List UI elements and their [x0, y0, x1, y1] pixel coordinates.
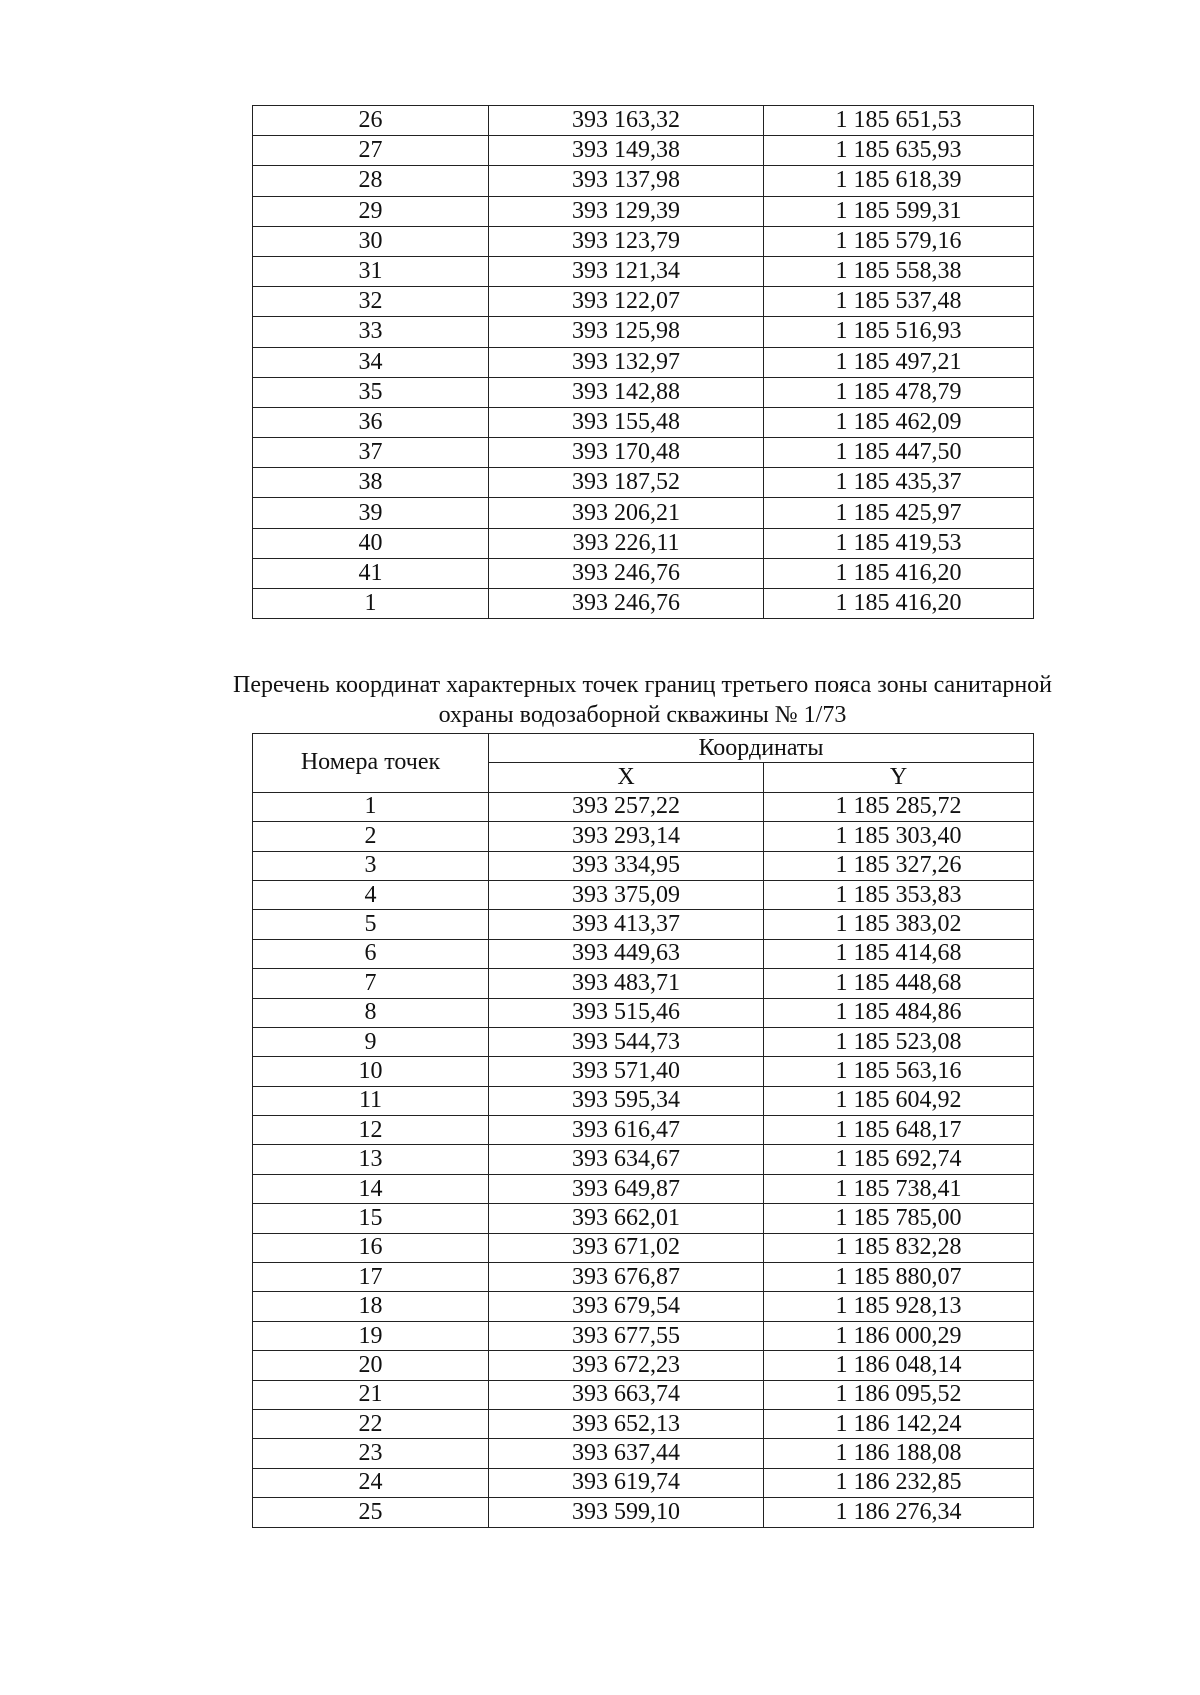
table-row [253, 851, 1034, 880]
point-number-cell: 31 [253, 256, 489, 286]
point-number-cell: 29 [253, 196, 489, 226]
y-coordinate-cell: 1 185 447,50 [764, 438, 1034, 468]
table-row [253, 998, 1034, 1027]
coordinates-table-third-zone [252, 733, 1034, 1528]
x-coordinate-cell: 393 449,63 [489, 939, 764, 968]
y-coordinate-cell: 1 185 537,48 [764, 287, 1034, 317]
x-coordinate-cell: 393 163,32 [489, 106, 764, 136]
x-coordinate-cell: 393 226,11 [489, 528, 764, 558]
table-row [253, 498, 1034, 528]
table-row [253, 1351, 1034, 1380]
y-coordinate-cell: 1 185 425,97 [764, 498, 1034, 528]
table-header [253, 734, 1034, 793]
point-number-cell: 19 [253, 1321, 489, 1350]
point-number-cell: 12 [253, 1116, 489, 1145]
y-coordinate-cell: 1 185 285,72 [764, 792, 1034, 821]
x-coordinate-cell: 393 677,55 [489, 1321, 764, 1350]
table-row [253, 1057, 1034, 1086]
header-y: Y [764, 763, 1034, 792]
y-coordinate-cell: 1 185 738,41 [764, 1174, 1034, 1203]
point-number-cell: 26 [253, 106, 489, 136]
table-row [253, 880, 1034, 909]
x-coordinate-cell: 393 652,13 [489, 1409, 764, 1438]
y-coordinate-cell: 1 185 635,93 [764, 136, 1034, 166]
x-coordinate-cell: 393 132,97 [489, 347, 764, 377]
table-row [253, 166, 1034, 196]
table-body [253, 792, 1034, 1527]
x-coordinate-cell: 393 663,74 [489, 1380, 764, 1409]
y-coordinate-cell: 1 185 383,02 [764, 910, 1034, 939]
table-row [253, 910, 1034, 939]
table-body [253, 106, 1034, 619]
table-row [253, 1204, 1034, 1233]
x-coordinate-cell: 393 121,34 [489, 256, 764, 286]
table-caption [150, 670, 1135, 730]
table-row [253, 1027, 1034, 1056]
table-row [253, 196, 1034, 226]
point-number-cell: 1 [253, 792, 489, 821]
y-coordinate-cell: 1 185 880,07 [764, 1263, 1034, 1292]
table-row [253, 1468, 1034, 1497]
x-coordinate-cell: 393 634,67 [489, 1145, 764, 1174]
x-coordinate-cell: 393 155,48 [489, 407, 764, 437]
y-coordinate-cell: 1 185 785,00 [764, 1204, 1034, 1233]
x-coordinate-cell: 393 544,73 [489, 1027, 764, 1056]
x-coordinate-cell: 393 676,87 [489, 1263, 764, 1292]
x-coordinate-cell: 393 571,40 [489, 1057, 764, 1086]
y-coordinate-cell: 1 185 648,17 [764, 1116, 1034, 1145]
point-number-cell: 8 [253, 998, 489, 1027]
point-number-cell: 39 [253, 498, 489, 528]
x-coordinate-cell: 393 595,34 [489, 1086, 764, 1115]
point-number-cell: 3 [253, 851, 489, 880]
x-coordinate-cell: 393 257,22 [489, 792, 764, 821]
x-coordinate-cell: 393 246,76 [489, 589, 764, 619]
x-coordinate-cell: 393 671,02 [489, 1233, 764, 1262]
point-number-cell: 5 [253, 910, 489, 939]
x-coordinate-cell: 393 125,98 [489, 317, 764, 347]
point-number-cell: 7 [253, 969, 489, 998]
header-coordinates: Координаты [489, 734, 1034, 763]
header-x: X [489, 763, 764, 792]
y-coordinate-cell: 1 186 048,14 [764, 1351, 1034, 1380]
point-number-cell: 1 [253, 589, 489, 619]
x-coordinate-cell: 393 599,10 [489, 1498, 764, 1527]
y-coordinate-cell: 1 186 000,29 [764, 1321, 1034, 1350]
x-coordinate-cell: 393 137,98 [489, 166, 764, 196]
table-row [253, 558, 1034, 588]
y-coordinate-cell: 1 185 353,83 [764, 880, 1034, 909]
table-row [253, 589, 1034, 619]
point-number-cell: 27 [253, 136, 489, 166]
y-coordinate-cell: 1 186 142,24 [764, 1409, 1034, 1438]
y-coordinate-cell: 1 185 928,13 [764, 1292, 1034, 1321]
table-row [253, 1321, 1034, 1350]
table-row [253, 136, 1034, 166]
table-row [253, 1439, 1034, 1468]
x-coordinate-cell: 393 246,76 [489, 558, 764, 588]
table-row [253, 256, 1034, 286]
point-number-cell: 25 [253, 1498, 489, 1527]
y-coordinate-cell: 1 185 599,31 [764, 196, 1034, 226]
table-row [253, 1116, 1034, 1145]
point-number-cell: 37 [253, 438, 489, 468]
y-coordinate-cell: 1 185 416,20 [764, 558, 1034, 588]
point-number-cell: 40 [253, 528, 489, 558]
point-number-cell: 18 [253, 1292, 489, 1321]
x-coordinate-cell: 393 170,48 [489, 438, 764, 468]
point-number-cell: 9 [253, 1027, 489, 1056]
y-coordinate-cell: 1 186 188,08 [764, 1439, 1034, 1468]
x-coordinate-cell: 393 483,71 [489, 969, 764, 998]
point-number-cell: 11 [253, 1086, 489, 1115]
point-number-cell: 16 [253, 1233, 489, 1262]
y-coordinate-cell: 1 185 832,28 [764, 1233, 1034, 1262]
y-coordinate-cell: 1 185 478,79 [764, 377, 1034, 407]
point-number-cell: 30 [253, 226, 489, 256]
y-coordinate-cell: 1 185 419,53 [764, 528, 1034, 558]
point-number-cell: 20 [253, 1351, 489, 1380]
point-number-cell: 13 [253, 1145, 489, 1174]
table-row [253, 528, 1034, 558]
table-row [253, 792, 1034, 821]
y-coordinate-cell: 1 185 516,93 [764, 317, 1034, 347]
table-row [253, 1145, 1034, 1174]
x-coordinate-cell: 393 206,21 [489, 498, 764, 528]
x-coordinate-cell: 393 413,37 [489, 910, 764, 939]
point-number-cell: 28 [253, 166, 489, 196]
table-row [253, 438, 1034, 468]
header-row [253, 734, 1034, 763]
y-coordinate-cell: 1 185 497,21 [764, 347, 1034, 377]
coordinates-table-continued [252, 105, 1034, 619]
x-coordinate-cell: 393 293,14 [489, 822, 764, 851]
table-row [253, 287, 1034, 317]
y-coordinate-cell: 1 185 579,16 [764, 226, 1034, 256]
point-number-cell: 33 [253, 317, 489, 347]
caption-line-1: Перечень координат характерных точек границ третьего пояса зоны санитарной [233, 672, 1052, 698]
x-coordinate-cell: 393 649,87 [489, 1174, 764, 1203]
y-coordinate-cell: 1 185 414,68 [764, 939, 1034, 968]
y-coordinate-cell: 1 185 416,20 [764, 589, 1034, 619]
y-coordinate-cell: 1 185 651,53 [764, 106, 1034, 136]
table-row [253, 1086, 1034, 1115]
point-number-cell: 24 [253, 1468, 489, 1497]
point-number-cell: 22 [253, 1409, 489, 1438]
table-row [253, 377, 1034, 407]
point-number-cell: 14 [253, 1174, 489, 1203]
table-row [253, 822, 1034, 851]
table-row [253, 1233, 1034, 1262]
x-coordinate-cell: 393 149,38 [489, 136, 764, 166]
y-coordinate-cell: 1 185 558,38 [764, 256, 1034, 286]
x-coordinate-cell: 393 662,01 [489, 1204, 764, 1233]
x-coordinate-cell: 393 515,46 [489, 998, 764, 1027]
table-row [253, 347, 1034, 377]
point-number-cell: 41 [253, 558, 489, 588]
y-coordinate-cell: 1 186 276,34 [764, 1498, 1034, 1527]
point-number-cell: 17 [253, 1263, 489, 1292]
point-number-cell: 32 [253, 287, 489, 317]
y-coordinate-cell: 1 185 327,26 [764, 851, 1034, 880]
table-row [253, 1292, 1034, 1321]
table-row [253, 969, 1034, 998]
x-coordinate-cell: 393 334,95 [489, 851, 764, 880]
header-points: Номера точек [253, 734, 489, 793]
x-coordinate-cell: 393 142,88 [489, 377, 764, 407]
point-number-cell: 15 [253, 1204, 489, 1233]
point-number-cell: 34 [253, 347, 489, 377]
table-row [253, 1263, 1034, 1292]
point-number-cell: 21 [253, 1380, 489, 1409]
point-number-cell: 38 [253, 468, 489, 498]
y-coordinate-cell: 1 185 435,37 [764, 468, 1034, 498]
x-coordinate-cell: 393 616,47 [489, 1116, 764, 1145]
y-coordinate-cell: 1 185 303,40 [764, 822, 1034, 851]
table-row [253, 1380, 1034, 1409]
x-coordinate-cell: 393 375,09 [489, 880, 764, 909]
x-coordinate-cell: 393 122,07 [489, 287, 764, 317]
y-coordinate-cell: 1 185 563,16 [764, 1057, 1034, 1086]
x-coordinate-cell: 393 637,44 [489, 1439, 764, 1468]
x-coordinate-cell: 393 123,79 [489, 226, 764, 256]
table-row [253, 939, 1034, 968]
point-number-cell: 35 [253, 377, 489, 407]
x-coordinate-cell: 393 619,74 [489, 1468, 764, 1497]
table-row [253, 106, 1034, 136]
table-row [253, 226, 1034, 256]
table-row [253, 407, 1034, 437]
y-coordinate-cell: 1 185 692,74 [764, 1145, 1034, 1174]
point-number-cell: 6 [253, 939, 489, 968]
point-number-cell: 36 [253, 407, 489, 437]
x-coordinate-cell: 393 187,52 [489, 468, 764, 498]
table-row [253, 317, 1034, 347]
caption-line-2: охраны водозаборной скважины № 1/73 [438, 702, 847, 728]
y-coordinate-cell: 1 186 232,85 [764, 1468, 1034, 1497]
y-coordinate-cell: 1 186 095,52 [764, 1380, 1034, 1409]
y-coordinate-cell: 1 185 618,39 [764, 166, 1034, 196]
point-number-cell: 4 [253, 880, 489, 909]
table-row [253, 468, 1034, 498]
table-row [253, 1409, 1034, 1438]
point-number-cell: 10 [253, 1057, 489, 1086]
x-coordinate-cell: 393 672,23 [489, 1351, 764, 1380]
y-coordinate-cell: 1 185 523,08 [764, 1027, 1034, 1056]
x-coordinate-cell: 393 679,54 [489, 1292, 764, 1321]
x-coordinate-cell: 393 129,39 [489, 196, 764, 226]
y-coordinate-cell: 1 185 484,86 [764, 998, 1034, 1027]
table-row [253, 1174, 1034, 1203]
point-number-cell: 23 [253, 1439, 489, 1468]
y-coordinate-cell: 1 185 604,92 [764, 1086, 1034, 1115]
point-number-cell: 2 [253, 822, 489, 851]
y-coordinate-cell: 1 185 462,09 [764, 407, 1034, 437]
table-row [253, 1498, 1034, 1527]
y-coordinate-cell: 1 185 448,68 [764, 969, 1034, 998]
